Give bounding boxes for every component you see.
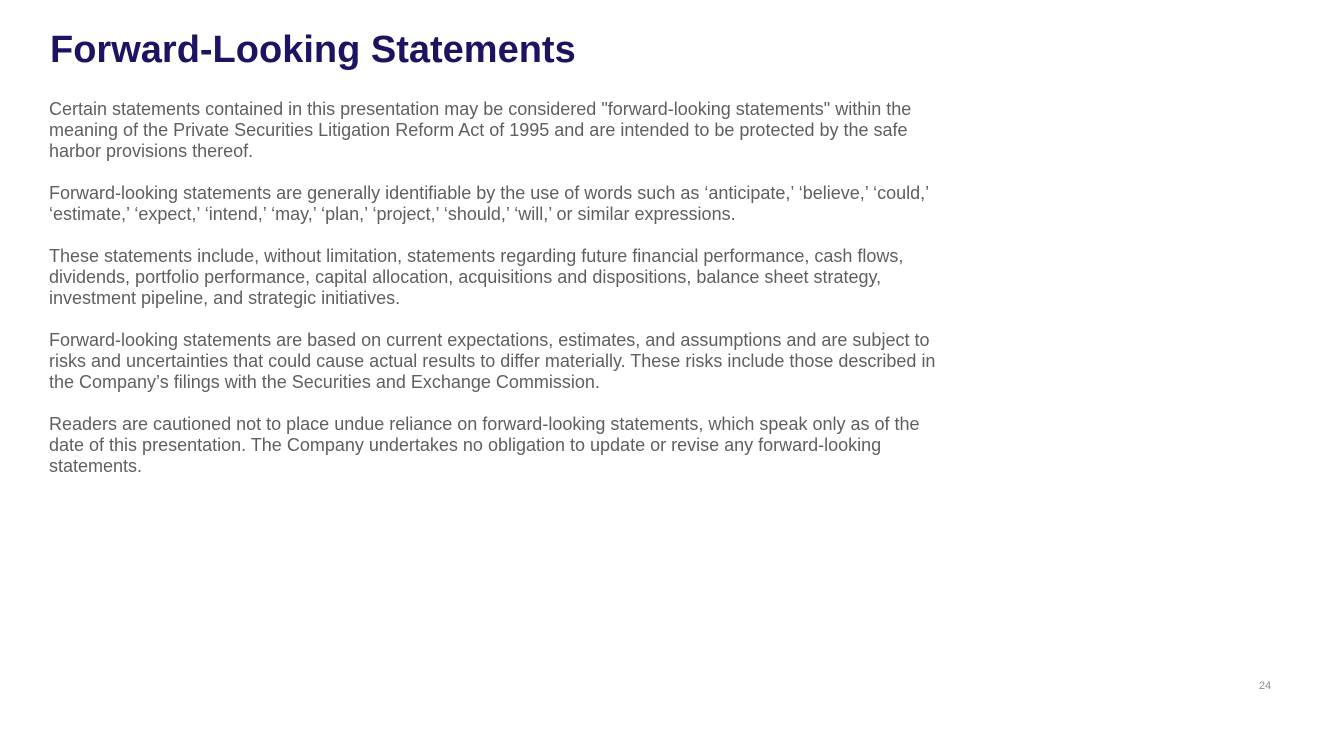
paragraph-risks: Forward-looking statements are based on current expectations, estimates, and assumptions and are subject to risks and uncertainties that could cause actual results to differ materially. These risks include those described in the Company’s filings with the Securities and Exchange Commission. bbox=[49, 330, 936, 392]
paragraph-safe-harbor: Certain statements contained in this presentation may be considered "forward-looking statements" within the meaning of the Private Securities Litigation Reform Act of 1995 and are intended to be protected by the safe harbor provisions thereof. bbox=[49, 99, 912, 161]
disclaimer-body bbox=[49, 99, 949, 498]
paragraph-identifying-words: Forward-looking statements are generally identifiable by the use of words such as ‘anticipate,’ ‘believe,’ ‘could,’ ‘estimate,’ ‘expect,’ ‘intend,’ ‘may,’ ‘plan,’ ‘project,’ ‘should,’ ‘will,’ or similar expressions. bbox=[49, 183, 929, 224]
paragraph-caution: Readers are cautioned not to place undue reliance on forward-looking statements, which speak only as of the date of this presentation. The Company undertakes no obligation to update or revise any forward-looking statements. bbox=[49, 414, 920, 476]
page-number: 24 bbox=[1258, 680, 1272, 692]
paragraph-scope: These statements include, without limitation, statements regarding future financial performance, cash flows, dividends, portfolio performance, capital allocation, acquisitions and dispositions, balance sheet strategy, investment pipeline, and strategic initiatives. bbox=[49, 246, 904, 308]
slide-title: Forward-Looking Statements bbox=[50, 29, 576, 71]
